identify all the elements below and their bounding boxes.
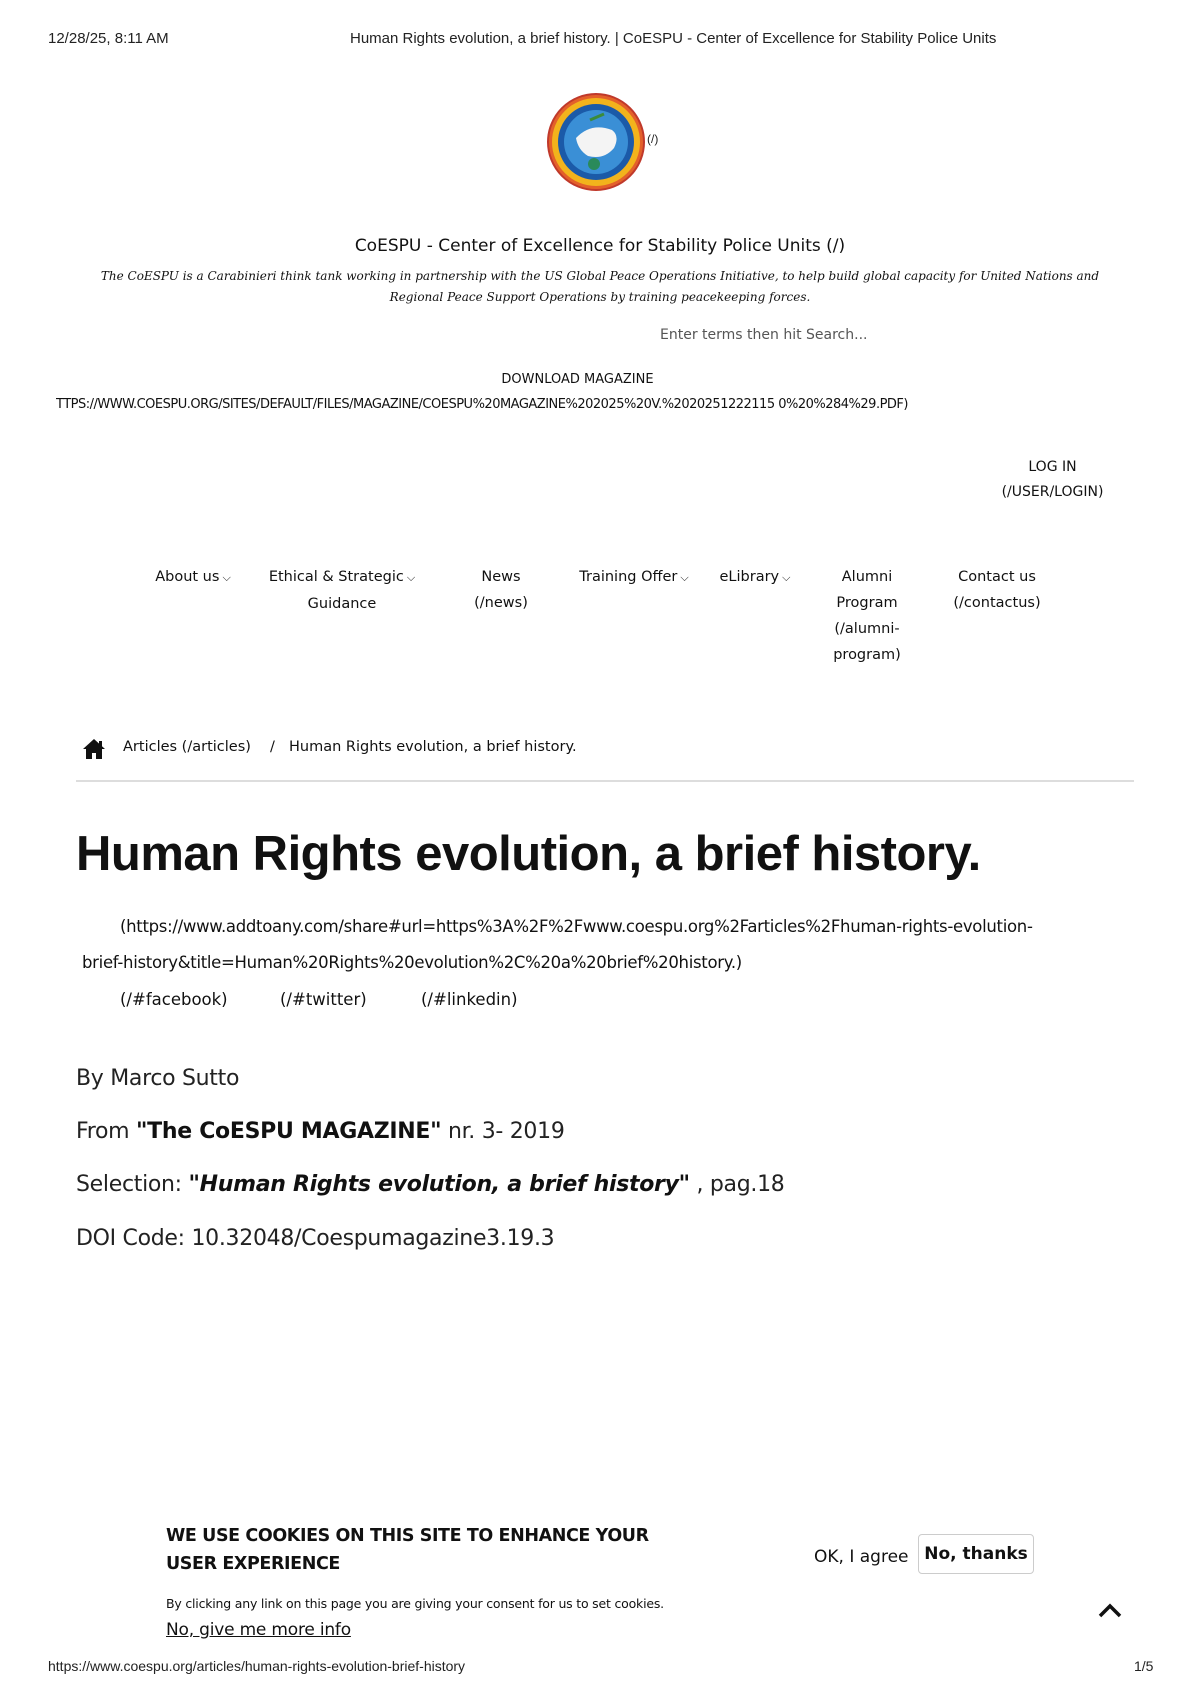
selection-page: , pag.18	[689, 1172, 785, 1197]
print-page-title: Human Rights evolution, a brief history. | CoESPU - Center of Excellence for Stability Police Units	[350, 30, 997, 47]
nav-elibrary[interactable]	[714, 564, 796, 591]
breadcrumb-separator: /	[270, 739, 275, 755]
login-link[interactable]	[990, 455, 1115, 505]
selection-prefix: Selection:	[76, 1172, 189, 1197]
nav-alumni-line4: program)	[833, 647, 901, 663]
share-addtoany-link-cont[interactable]: brief-history&title=Human%20Rights%20evolution%2C%20a%20brief%20history.)	[82, 953, 742, 972]
share-linkedin-link[interactable]: (/#linkedin)	[421, 990, 518, 1009]
home-icon[interactable]	[82, 738, 106, 760]
cookie-more-info-link[interactable]: No, give me more info	[166, 1620, 351, 1640]
article-author: By Marco Sutto	[76, 1066, 240, 1091]
print-header	[0, 30, 1200, 52]
nav-about-us[interactable]	[150, 564, 236, 591]
chevron-up-icon[interactable]	[1094, 1596, 1126, 1624]
article-selection	[76, 1172, 784, 1197]
print-datetime: 12/28/25, 8:11 AM	[48, 30, 169, 47]
nav-elibrary-label: eLibrary	[719, 569, 780, 585]
article-source	[76, 1119, 565, 1144]
cookie-decline-button[interactable]: No, thanks	[918, 1534, 1034, 1574]
selection-title: "Human Rights evolution, a brief history"	[188, 1172, 690, 1197]
cookie-consent-text: By clicking any link on this page you are giving your consent for us to set cookies.	[166, 1596, 664, 1611]
nav-alumni-line1: Alumni	[841, 569, 893, 585]
login-label: LOG IN	[1028, 459, 1077, 475]
coespu-logo-icon	[546, 92, 646, 192]
article-title: Human Rights evolution, a brief history.	[76, 827, 981, 881]
nav-ethical-label-line2: Guidance	[307, 596, 377, 612]
nav-about-label: About us	[155, 569, 220, 585]
login-url: (/USER/LOGIN)	[1001, 484, 1104, 500]
nav-contact-label: Contact us	[958, 569, 1036, 585]
nav-ethical-strategic[interactable]	[258, 564, 426, 617]
source-magazine: "The CoESPU MAGAZINE"	[136, 1119, 442, 1144]
print-footer	[0, 1658, 1200, 1680]
nav-alumni-program[interactable]	[824, 564, 910, 668]
site-tagline: The CoESPU is a Carabinieri think tank working in partnership with the US Global Peace Operations Initiative, to help build global capacity for United Nations and Regional Peace Support Operations by training peacekeeping forces.	[100, 269, 1100, 304]
nav-news[interactable]	[466, 564, 536, 616]
cookie-agree-button[interactable]: OK, I agree	[812, 1540, 911, 1574]
site-logo-link[interactable]	[546, 92, 666, 192]
breadcrumb-divider	[76, 780, 1134, 782]
cookie-banner-title: WE USE COOKIES ON THIS SITE TO ENHANCE YOUR USER EXPERIENCE	[166, 1526, 649, 1574]
cookie-banner-text	[166, 1590, 666, 1644]
chevron-down-icon: ⌵	[222, 571, 231, 584]
nav-training-offer[interactable]	[572, 564, 696, 591]
article-doi: DOI Code: 10.32048/Coespumagazine3.19.3	[76, 1226, 555, 1251]
nav-contact-us[interactable]	[942, 564, 1052, 616]
breadcrumb-current: Human Rights evolution, a brief history.	[289, 739, 577, 755]
logo-link-text[interactable]: (/)	[647, 132, 659, 146]
source-issue: nr. 3- 2019	[441, 1119, 565, 1144]
download-magazine-url[interactable]: TTPS://WWW.COESPU.ORG/SITES/DEFAULT/FILES/MAGAZINE/COESPU%20MAGAZINE%202025%20V.%2020251222115 0%20%284%29.PDF)	[56, 397, 908, 412]
chevron-down-icon: ⌵	[406, 571, 416, 584]
site-name-link[interactable]: CoESPU - Center of Excellence for Stability Police Units (/)	[354, 236, 846, 256]
download-magazine-link[interactable]: DOWNLOAD MAGAZINE	[501, 372, 654, 387]
nav-news-url: (/news)	[474, 595, 528, 611]
print-page-number: 1/5	[1134, 1658, 1154, 1674]
nav-news-label: News	[481, 569, 521, 585]
nav-ethical-label-line1: Ethical & Strategic	[268, 569, 404, 585]
chevron-down-icon: ⌵	[680, 571, 689, 584]
share-twitter-link[interactable]: (/#twitter)	[280, 990, 367, 1009]
breadcrumb-articles-link[interactable]: Articles (/articles)	[123, 739, 251, 755]
nav-alumni-line2: Program	[836, 595, 898, 611]
print-footer-url: https://www.coespu.org/articles/human-rights-evolution-brief-history	[48, 1658, 466, 1674]
search-input[interactable]	[660, 322, 980, 348]
nav-contact-url: (/contactus)	[953, 595, 1041, 611]
nav-training-label: Training Offer	[579, 569, 678, 585]
share-addtoany-link[interactable]: (https://www.addtoany.com/share#url=https%3A%2F%2Fwww.coespu.org%2Farticles%2Fhuman-rights-evolution-	[120, 917, 1033, 936]
nav-alumni-line3: (/alumni-	[834, 621, 900, 637]
source-prefix: From	[76, 1119, 136, 1144]
share-facebook-link[interactable]: (/#facebook)	[120, 990, 228, 1009]
chevron-down-icon: ⌵	[782, 571, 791, 584]
